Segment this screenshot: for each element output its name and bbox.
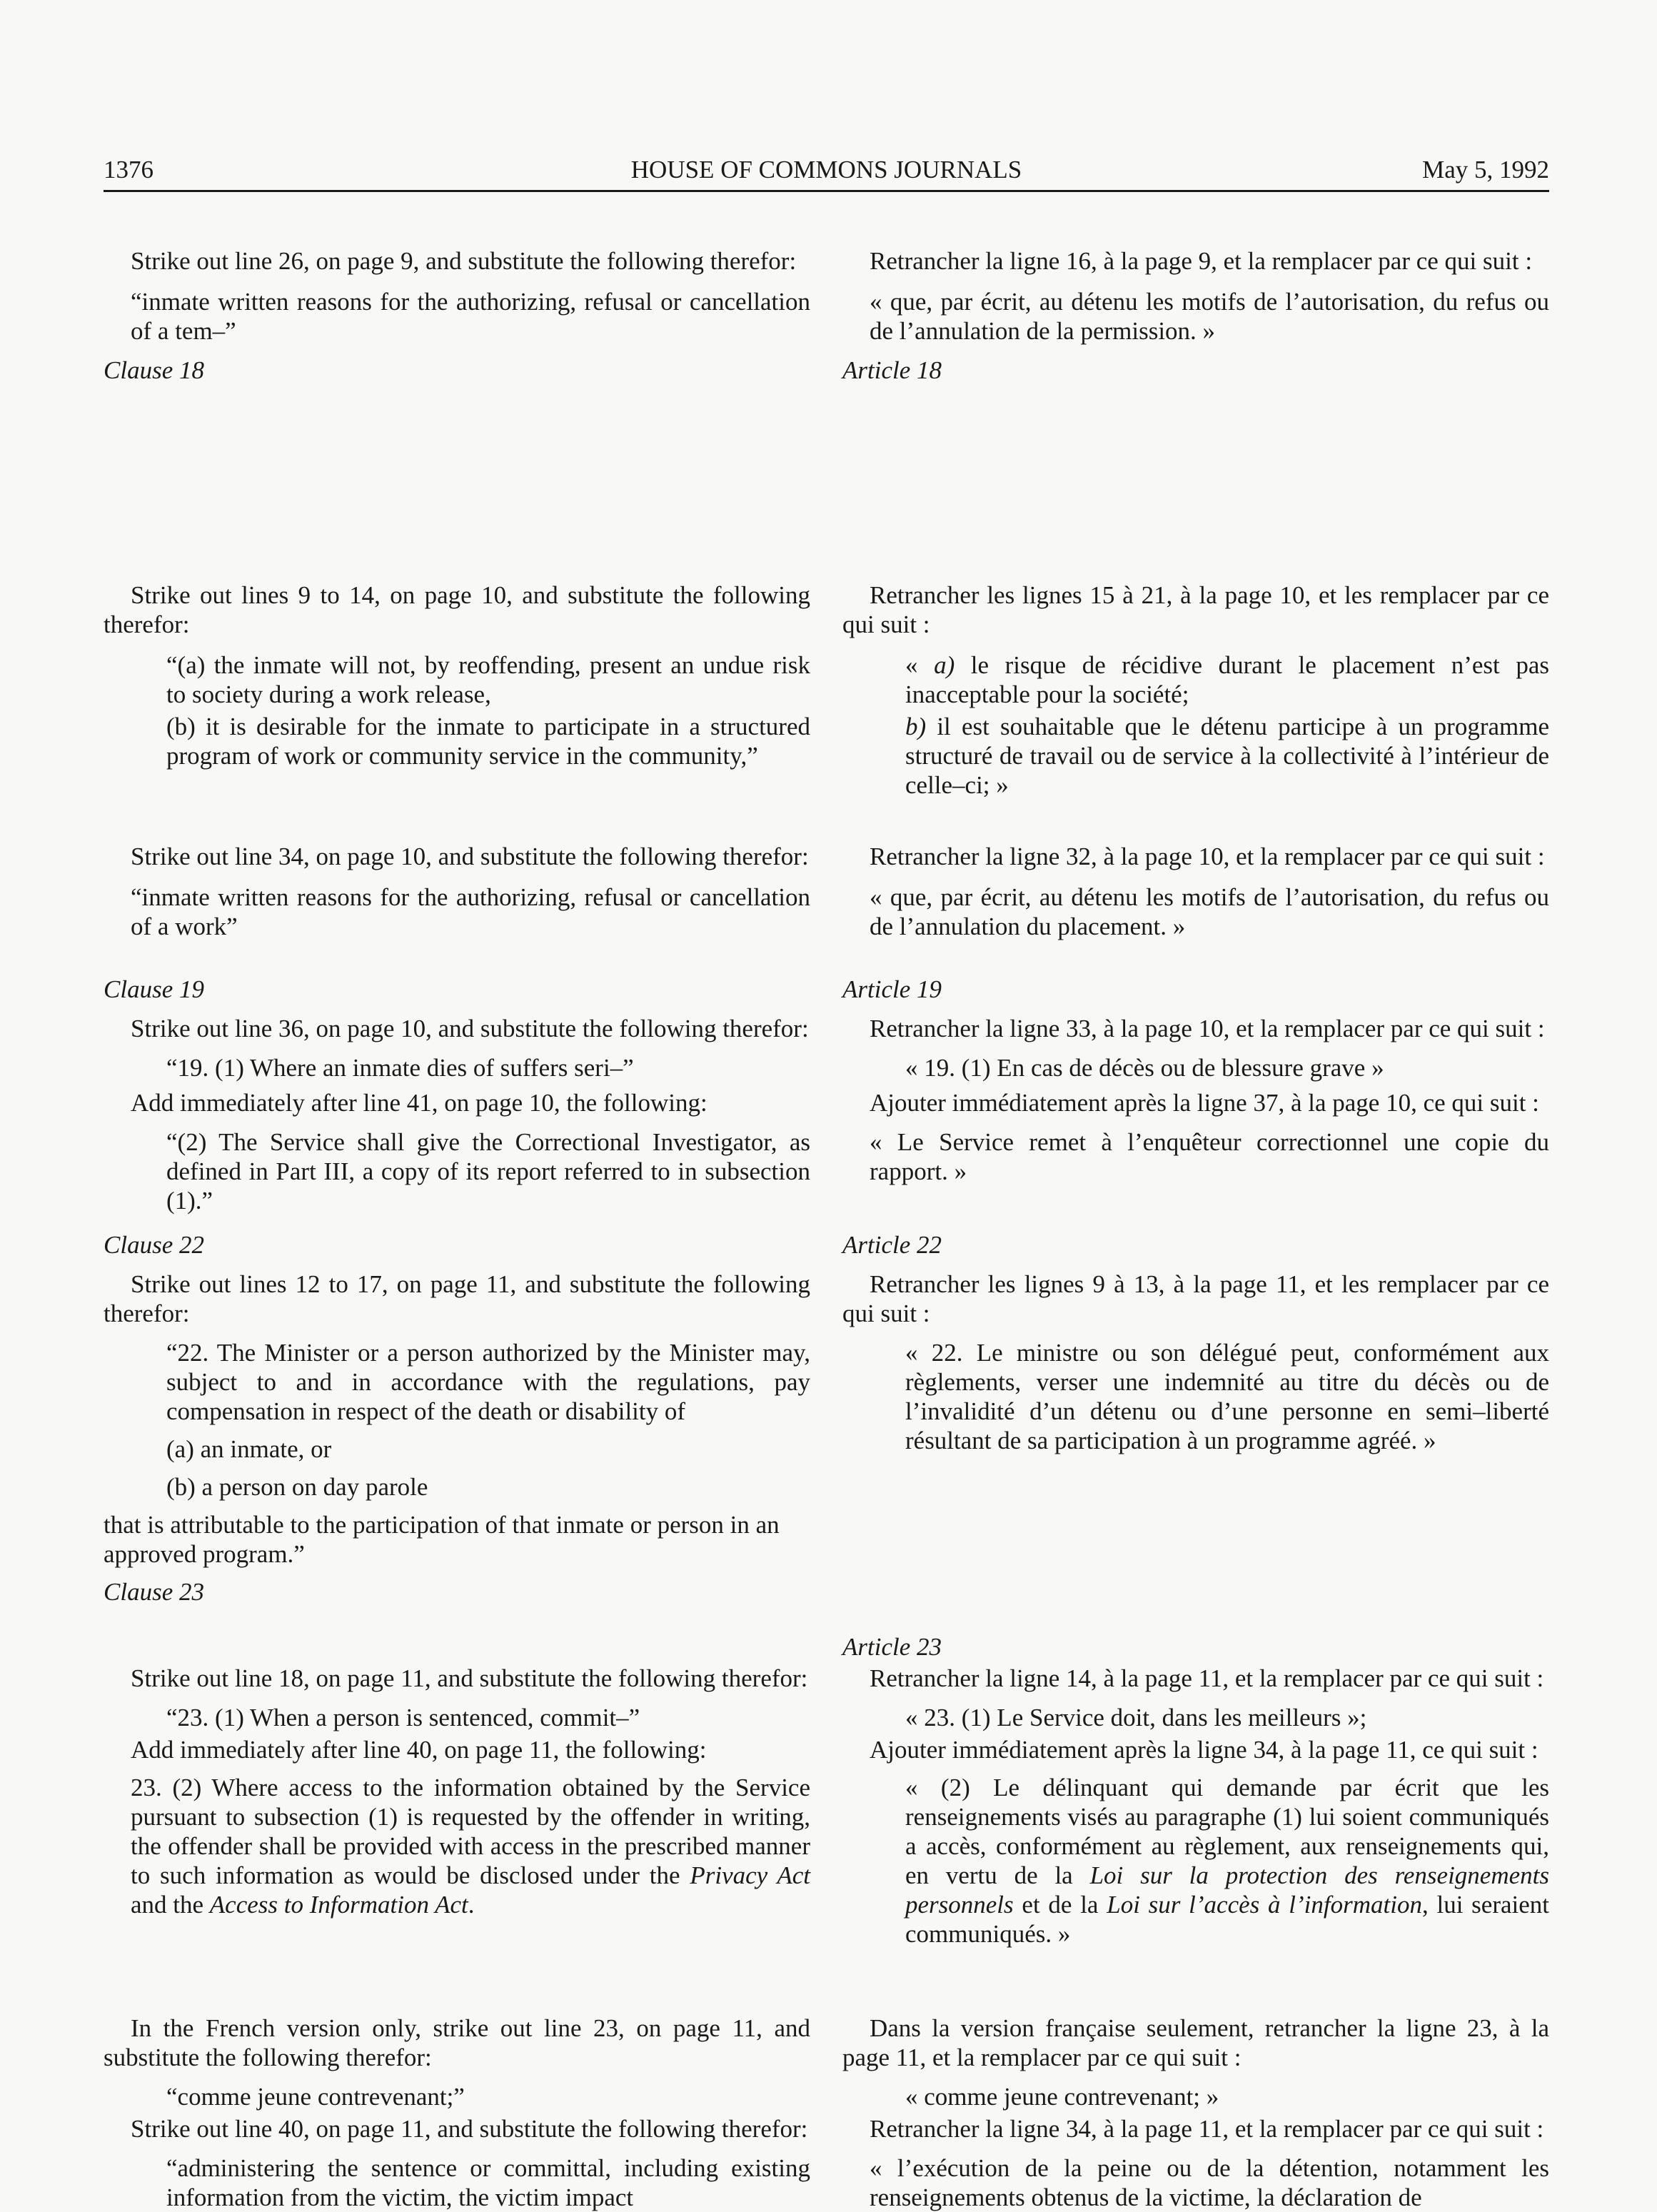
quoted-amendment: “19. (1) Where an inmate dies of suffers seri–” xyxy=(166,1054,634,1082)
block-clause-18-en xyxy=(104,580,810,842)
act-name: Loi sur la protection des renseignements personnels xyxy=(905,1861,1549,1919)
paragraph: Strike out line 40, on page 11, and substitute the following therefor: xyxy=(131,2115,808,2143)
french-column xyxy=(842,246,1549,2212)
amendment-text: et de la xyxy=(1013,1891,1107,1919)
paragraph: Retrancher la ligne 16, à la page 9, et la remplacer par ce qui suit : xyxy=(870,247,1533,275)
running-header xyxy=(104,154,1549,192)
block-article-18-fr xyxy=(842,580,1549,842)
quoted-amendment: « l’exécution de la peine ou de la détention, notamment les renseignements obtenus de la victime, la déclaration de xyxy=(870,2154,1549,2211)
paragraph: Ajouter immédiatement après la ligne 34, à la page 11, ce qui suit : xyxy=(870,1736,1538,1764)
quote-mark: « xyxy=(905,651,935,679)
journal-date: May 5, 1992 xyxy=(1422,156,1549,184)
quoted-amendment: « que, par écrit, au détenu les motifs de l’autorisation, du refus ou de l’annulation de la permission. » xyxy=(870,288,1549,345)
amendment-text: il est souhaitable que le détenu participe à un programme structuré de travail ou de service à la collectivité à l’intérieur de celle–ci; » xyxy=(905,713,1549,799)
quoted-amendment: “23. (1) When a person is sentenced, commit–” xyxy=(166,1704,640,1731)
amendment-text: and the xyxy=(131,1891,210,1919)
act-name: Loi sur l’accès à l’information xyxy=(1107,1891,1422,1919)
paragraph: Retrancher la ligne 32, à la page 10, et la remplacer par ce qui suit : xyxy=(870,843,1545,870)
act-name: Privacy Act xyxy=(690,1861,810,1889)
list-item: (b) a person on day parole xyxy=(166,1473,428,1501)
block-clause-23-en xyxy=(104,1664,810,2014)
paragraph: Add immediately after line 41, on page 10, the following: xyxy=(131,1089,707,1117)
journal-title: HOUSE OF COMMONS JOURNALS xyxy=(630,156,1022,184)
amendment-text: , lui seraient communiqués. » xyxy=(905,1891,1550,1948)
paragraph: In the French version only, strike out line 23, on page 11, and substitute the following therefor: xyxy=(104,2014,810,2071)
paragraph: Strike out line 36, on page 10, and substitute the following therefor: xyxy=(131,1015,809,1042)
article-heading: Article 19 xyxy=(842,975,942,1003)
block-clause-17-en xyxy=(104,246,810,580)
quoted-amendment: “administering the sentence or committal, including existing information from the victim, the victim impact xyxy=(166,2154,810,2211)
quoted-amendment xyxy=(905,650,1549,709)
amendment-text: 23. (2) Where access to the information obtained by the Service pursuant to subsection (1) is requested by the offender in writing, the offender shall be provided with access in the prescribed manner to such information as would be disclosed under the xyxy=(131,1774,810,1889)
block-clause-19-en xyxy=(104,975,810,1222)
quoted-amendment: (b) it is desirable for the inmate to participate in a structured program of work or community service in the community,” xyxy=(166,713,810,770)
quoted-amendment: “(2) The Service shall give the Correctional Investigator, as defined in Part III, a copy of its report referred to in subsection (1).” xyxy=(166,1128,810,1215)
list-item: (a) an inmate, or xyxy=(166,1435,332,1463)
paragraph: Retrancher les lignes 15 à 21, à la page 10, et les remplacer par ce qui suit : xyxy=(842,581,1549,638)
item-letter: a) xyxy=(934,651,955,679)
amendment-text: le risque de récidive durant le placement n’est pas inacceptable pour la société; xyxy=(905,651,1549,708)
paragraph: Add immediately after line 40, on page 11, the following: xyxy=(131,1736,707,1764)
act-name: Access to Information Act xyxy=(209,1891,468,1919)
quoted-amendment: « 19. (1) En cas de décès ou de blessure grave » xyxy=(905,1054,1384,1082)
paragraph: Retrancher les lignes 9 à 13, à la page 11, et les remplacer par ce qui suit : xyxy=(842,1270,1549,1327)
paragraph: Strike out line 18, on page 11, and substitute the following therefor: xyxy=(131,1664,808,1692)
article-heading: Article 23 xyxy=(842,1633,942,1661)
paragraph: Strike out line 34, on page 10, and substitute the following therefor: xyxy=(131,843,809,870)
paragraph: Strike out lines 12 to 17, on page 11, and substitute the following therefor: xyxy=(104,1270,810,1327)
block-article-18b-fr xyxy=(842,842,1549,972)
paragraph: Retrancher la ligne 33, à la page 10, et la remplacer par ce qui suit : xyxy=(870,1015,1545,1042)
quoted-amendment: « que, par écrit, au détenu les motifs de l’autorisation, du refus ou de l’annulation du placement. » xyxy=(870,883,1549,940)
paragraph: Dans la version française seulement, retrancher la ligne 23, à la page 11, et la remplacer par ce qui suit : xyxy=(842,2014,1549,2071)
quoted-amendment xyxy=(905,712,1549,800)
clause-heading: Clause 22 xyxy=(104,1231,204,1259)
paragraph: Ajouter immédiatement après la ligne 37, à la page 10, ce qui suit : xyxy=(870,1089,1539,1117)
block-article-22-fr xyxy=(842,1230,1549,1664)
article-heading: Article 18 xyxy=(842,356,942,384)
quoted-amendment xyxy=(131,1773,810,1919)
paragraph: Strike out line 26, on page 9, and substitute the following therefor: xyxy=(131,247,797,275)
quoted-amendment: “(a) the inmate will not, by reoffending, present an undue risk to society during a work release, xyxy=(166,651,810,708)
clause-heading: Clause 23 xyxy=(104,1578,204,1606)
paragraph-continuation: that is attributable to the participation of that inmate or person in an approved program.” xyxy=(104,1511,780,1568)
quoted-amendment: « Le Service remet à l’enquêteur correctionnel une copie du rapport. » xyxy=(870,1128,1549,1185)
block-clause-18b-en xyxy=(104,842,810,972)
quoted-amendment: “inmate written reasons for the authorizing, refusal or cancellation of a work” xyxy=(131,883,810,940)
block-french-version-en xyxy=(104,2014,810,2212)
paragraph: Retrancher la ligne 14, à la page 11, et la remplacer par ce qui suit : xyxy=(870,1664,1544,1692)
quoted-amendment: « comme jeune contrevenant; » xyxy=(905,2083,1219,2111)
block-french-version-fr xyxy=(842,2014,1549,2212)
block-clause-22-en xyxy=(104,1230,810,1664)
quoted-amendment: « 23. (1) Le Service doit, dans les meilleurs »; xyxy=(905,1704,1367,1731)
paragraph: Strike out lines 9 to 14, on page 10, and substitute the following therefor: xyxy=(104,581,810,638)
amendment-text: « (2) Le délinquant qui demande par écrit que les renseignements visés au paragraphe (1) lui soient communiqués a accès, conformément au règlement, aux renseignements qui, en vertu de la xyxy=(905,1774,1549,1889)
paragraph: Retrancher la ligne 34, à la page 11, et la remplacer par ce qui suit : xyxy=(870,2115,1544,2143)
page-number: 1376 xyxy=(104,156,153,184)
quoted-amendment: « 22. Le ministre ou son délégué peut, conformément aux règlements, verser une indemnité au titre du décès ou de l’invalidité d’un détenu ou d’une personne en semi–liberté résultant de sa participation à un programme agréé. » xyxy=(905,1339,1549,1454)
english-column xyxy=(104,246,810,2212)
quoted-amendment: “inmate written reasons for the authorizing, refusal or cancellation of a tem–” xyxy=(131,288,810,345)
clause-heading: Clause 19 xyxy=(104,975,204,1003)
block-article-19-fr xyxy=(842,975,1549,1222)
quoted-amendment xyxy=(905,1773,1549,1949)
clause-heading: Clause 18 xyxy=(104,356,204,384)
amendment-text: . xyxy=(468,1891,475,1919)
item-letter: b) xyxy=(905,713,927,740)
quoted-amendment: “22. The Minister or a person authorized by the Minister may, subject to and in accordance with the regulations, pay compensation in respect of the death or disability of xyxy=(166,1339,810,1425)
article-heading: Article 22 xyxy=(842,1231,942,1259)
block-article-17-fr xyxy=(842,246,1549,580)
quoted-amendment: “comme jeune contrevenant;” xyxy=(166,2083,465,2111)
block-article-23-fr xyxy=(842,1664,1549,2014)
